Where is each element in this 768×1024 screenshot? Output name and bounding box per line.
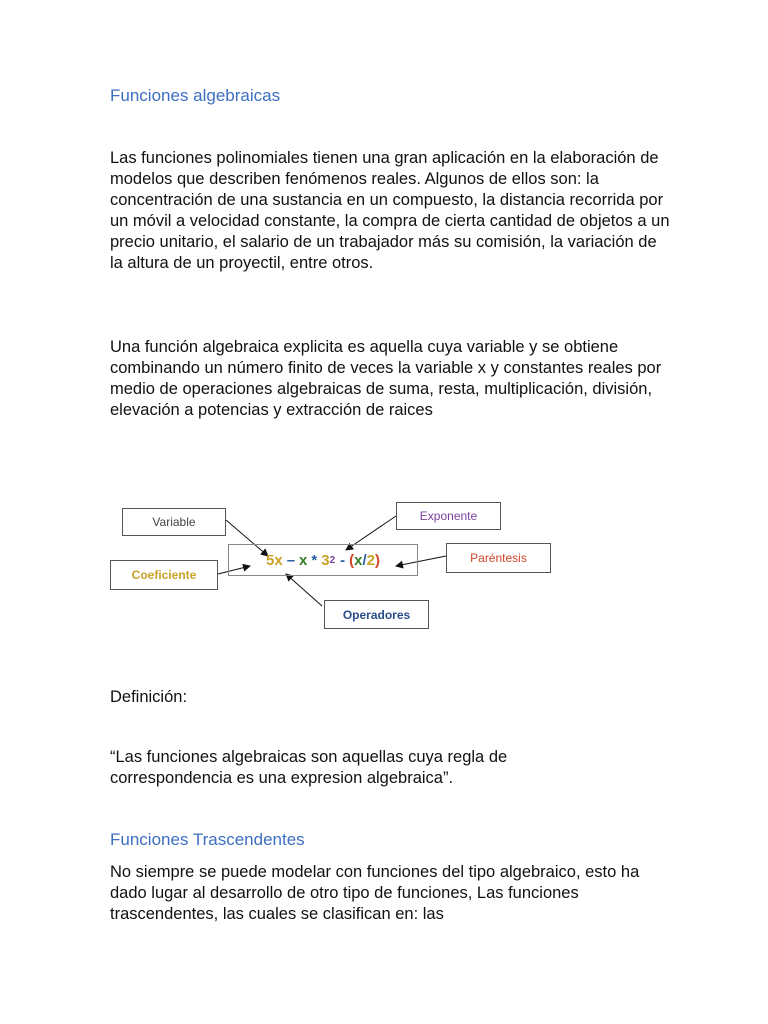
paragraph-trascendentes: No siempre se puede modelar con funciones del tipo algebraico, esto ha dado lugar al desarrollo de otro tipo de funciones, Las funciones trascendentes, las cuales se clasifican en: las	[110, 863, 640, 923]
arrow-operadores	[286, 574, 322, 606]
formula-base: 3	[321, 551, 330, 569]
label-variable: Variable	[122, 508, 226, 536]
formula-inner-variable: x	[354, 551, 363, 569]
heading-funciones-algebraicas: Funciones algebraicas	[110, 86, 281, 105]
formula-paren-close: )	[374, 551, 380, 569]
formula-coeficiente: 5x	[266, 551, 283, 569]
formula-operator-divide: /	[362, 551, 367, 569]
label-operadores: Operadores	[324, 600, 429, 629]
heading-funciones-trascendentes: Funciones Trascendentes	[110, 830, 305, 849]
formula-operator-minus-2: -	[340, 551, 346, 569]
formula-variable: x	[299, 551, 308, 569]
label-coeficiente: Coeficiente	[110, 560, 218, 590]
formula-operator-times: *	[311, 551, 318, 569]
formula-exponent: 2	[329, 554, 336, 566]
definition-quote: “Las funciones algebraicas son aquellas cuya regla de correspondencia es una expresion algebraica”.	[110, 748, 508, 787]
formula-expression	[228, 544, 418, 576]
paragraph-funcion-explicita: Una función algebraica explicita es aquella cuya variable y se obtiene combinando un número finito de veces la variable x y constantes reales por medio de operaciones algebraicas de suma, resta, multiplicación, división, elevación a potencias y extracción de raices	[110, 338, 662, 419]
formula-operator-minus: –	[286, 551, 296, 569]
formula-paren-open: (	[349, 551, 355, 569]
label-parentesis: Paréntesis	[446, 543, 551, 573]
paragraph-polinomiales: Las funciones polinomiales tienen una gran aplicación en la elaboración de modelos que describen fenómenos reales. Algunos de ellos son: la concentración de una sustancia en un compuesto, la distancia recorrida por un móvil a velocidad constante, la compra de cierta cantidad de objetos a un precio unitario, el salario de un trabajador más su comisión, la variación de la altura de un proyectil, entre otros.	[110, 149, 670, 272]
definition-label: Definición:	[110, 688, 188, 706]
formula-diagram	[100, 488, 570, 638]
label-exponente: Exponente	[396, 502, 501, 530]
formula-inner-number: 2	[366, 551, 375, 569]
